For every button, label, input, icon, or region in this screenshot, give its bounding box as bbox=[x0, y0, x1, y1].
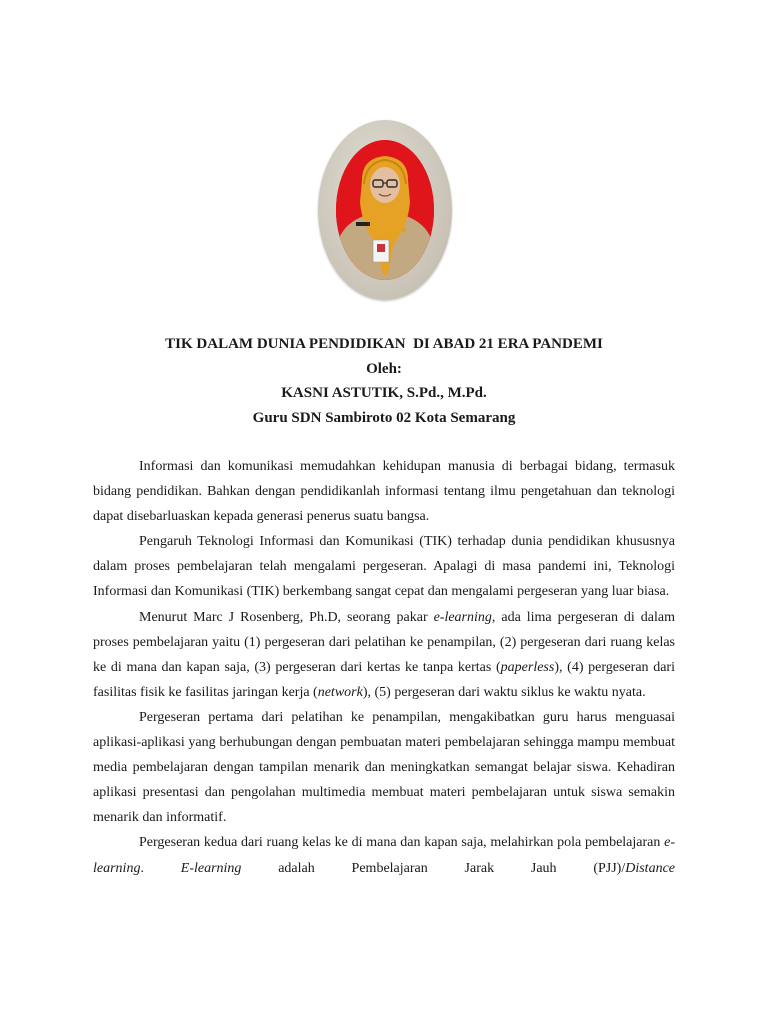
paragraph-4: Pergeseran pertama dari pelatihan ke penampilan, mengakibatkan guru harus menguasai aplikasi-aplikasi yang berhubungan dengan pembuatan materi pembelajaran sehingga mampu membuat media pembelajaran dengan tampilan menarik dan meningkatkan semangat belajar siswa. Kehadiran aplikasi presentasi dan pengolahan multimedia membuat materi pembelajaran untuk siswa semakin menarik dan informatif. bbox=[93, 709, 675, 826]
article-header bbox=[93, 332, 675, 430]
paragraph-text: ), (5) pergeseran dari waktu siklus ke waktu nyata. bbox=[362, 684, 646, 700]
italic-term: Distance bbox=[625, 860, 675, 876]
author-affiliation: Guru SDN Sambiroto 02 Kota Semarang bbox=[252, 409, 516, 426]
paragraph-text: Pergeseran kedua dari ruang kelas ke di mana dan kapan saja, melahirkan pola pembelajaran bbox=[139, 835, 665, 851]
paragraph-1: Informasi dan komunikasi memudahkan kehidupan manusia di berbagai bidang, termasuk bidang pendidikan. Bahkan dengan pendidikanlah informasi tentang ilmu pengetahuan dan teknologi dapat disebarluaskan kepada generasi penerus suatu bangsa. bbox=[93, 459, 675, 525]
article-body bbox=[93, 454, 675, 881]
paragraph-text: , ada lima pergeseran di dalam proses pembelajaran yaitu (1) pergeseran dari pelatihan ke penampilan, (2) pergeseran dari ruang kelas ke di mana dan kapan saja, (3) pergeseran dari kertas ke tanpa kertas ( bbox=[93, 609, 675, 675]
paragraph-text: adalah Pembelajaran Jarak Jauh (PJJ)/ bbox=[241, 860, 626, 876]
paragraph-text: ), (4) pergeseran dari fasilitas fisik ke fasilitas jaringan kerja ( bbox=[93, 659, 675, 700]
italic-term: paperless bbox=[500, 659, 555, 675]
paragraph-3 bbox=[93, 605, 675, 705]
paragraph-text: . bbox=[140, 860, 181, 876]
article-title: TIK DALAM DUNIA PENDIDIKAN DI ABAD 21 ERA PANDEMI bbox=[165, 336, 603, 352]
author-portrait bbox=[336, 140, 434, 280]
paragraph-5 bbox=[93, 830, 675, 880]
paragraph-2: Pengaruh Teknologi Informasi dan Komunikasi (TIK) terhadap dunia pendidikan khususnya dalam proses pembelajaran telah mengalami pergeseran. Apalagi di masa pandemi ini, Teknologi Informasi dan Komunikasi (TIK) berkembang sangat cepat dan mengalami pergeseran yang luar biasa. bbox=[93, 534, 675, 600]
author-name: KASNI ASTUTIK, S.Pd., M.Pd. bbox=[281, 385, 487, 401]
italic-term: network bbox=[317, 684, 363, 700]
italic-term: e-learning bbox=[433, 609, 492, 625]
italic-term: e-learning bbox=[93, 835, 675, 876]
portrait-photo-graphic bbox=[336, 140, 434, 280]
italic-term: E-learning bbox=[180, 860, 242, 876]
paragraph-text: Menurut Marc J Rosenberg, Ph.D, seorang pakar bbox=[139, 609, 434, 625]
byline-label: Oleh: bbox=[366, 360, 402, 377]
